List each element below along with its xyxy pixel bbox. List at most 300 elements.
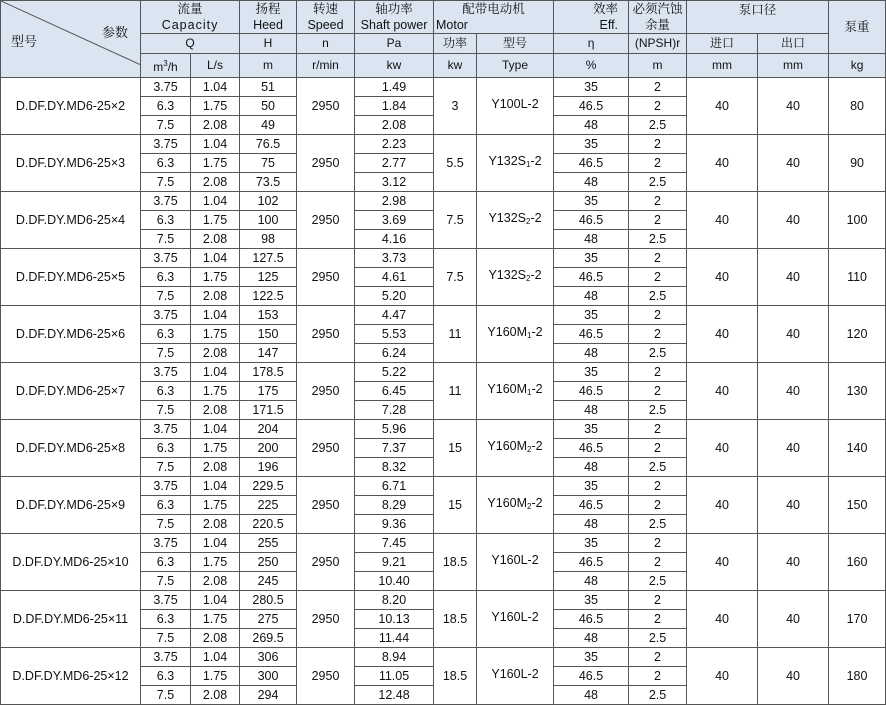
npsh-cell: 2.5	[629, 287, 687, 306]
npsh-cell: 2	[629, 496, 687, 515]
npsh-cell: 2	[629, 363, 687, 382]
flow-m3h-cell: 3.75	[141, 306, 191, 325]
motor-type-cell: $Y160M_1-2$	[477, 363, 554, 420]
weight-unit: kg	[829, 54, 886, 78]
efficiency-cell: 35	[554, 534, 629, 553]
flow-ls-cell: 1.04	[191, 249, 240, 268]
npsh-cell: 2.5	[629, 515, 687, 534]
flow-ls-cell: 2.08	[191, 401, 240, 420]
motor-type-cell: $Y160M_2-2$	[477, 420, 554, 477]
head-symbol: H	[240, 34, 297, 54]
inlet-cell: 40	[687, 420, 758, 477]
shaft-power-cell: 2.77	[355, 154, 434, 173]
header-row-1	[1, 1, 886, 34]
efficiency-cell: 48	[554, 116, 629, 135]
flow-ls-cell: 1.04	[191, 78, 240, 97]
motor-power-cell: 11	[434, 306, 477, 363]
npsh-cell: 2	[629, 97, 687, 116]
efficiency-cell: 46.5	[554, 667, 629, 686]
head-cell: 73.5	[240, 173, 297, 192]
weight-header: 泵重	[829, 1, 886, 54]
model-cell: D.DF.DY.MD6-25×8	[1, 420, 141, 477]
npsh-cell: 2	[629, 192, 687, 211]
flow-ls-cell: 1.75	[191, 382, 240, 401]
flow-header: 流量 Capacity	[141, 1, 240, 34]
head-cell: 200	[240, 439, 297, 458]
weight-cell: 120	[829, 306, 886, 363]
flow-m3h-cell: 3.75	[141, 192, 191, 211]
npsh-cell: 2	[629, 268, 687, 287]
flow-ls-cell: 1.75	[191, 211, 240, 230]
efficiency-cell: 48	[554, 458, 629, 477]
head-cell: 122.5	[240, 287, 297, 306]
flow-m3h-cell: 6.3	[141, 439, 191, 458]
shaft-power-cell: 2.23	[355, 135, 434, 154]
head-cell: 153	[240, 306, 297, 325]
npsh-cell: 2.5	[629, 173, 687, 192]
npsh-cell: 2	[629, 610, 687, 629]
flow-m3h-cell: 3.75	[141, 363, 191, 382]
flow-unit-ls: L/s	[191, 54, 240, 78]
shaft-header: 轴功率 Shaft power	[355, 1, 434, 34]
efficiency-cell: 46.5	[554, 553, 629, 572]
table-row	[1, 363, 886, 382]
efficiency-cell: 46.5	[554, 154, 629, 173]
shaft-power-cell: 1.49	[355, 78, 434, 97]
head-unit: m	[240, 54, 297, 78]
inlet-label: 进口	[687, 34, 758, 54]
shaft-power-cell: 2.98	[355, 192, 434, 211]
shaft-power-cell: 6.24	[355, 344, 434, 363]
model-cell: D.DF.DY.MD6-25×10	[1, 534, 141, 591]
weight-cell: 110	[829, 249, 886, 306]
motor-type-cell: Y160L-2	[477, 534, 554, 591]
npsh-cell: 2.5	[629, 401, 687, 420]
head-cell: 255	[240, 534, 297, 553]
npsh-symbol: (NPSH)r	[629, 34, 687, 54]
head-cell: 76.5	[240, 135, 297, 154]
npsh-cell: 2	[629, 135, 687, 154]
inlet-unit: mm	[687, 54, 758, 78]
table-row	[1, 135, 886, 154]
shaft-power-cell: 4.16	[355, 230, 434, 249]
speed-cell: 2950	[297, 534, 355, 591]
head-cell: 127.5	[240, 249, 297, 268]
speed-cell: 2950	[297, 249, 355, 306]
outlet-unit: mm	[758, 54, 829, 78]
head-cell: 306	[240, 648, 297, 667]
shaft-power-cell: 5.96	[355, 420, 434, 439]
weight-cell: 170	[829, 591, 886, 648]
efficiency-cell: 35	[554, 192, 629, 211]
motor-power-cell: 7.5	[434, 249, 477, 306]
efficiency-cell: 35	[554, 249, 629, 268]
model-label: 型号	[11, 34, 38, 49]
efficiency-cell: 46.5	[554, 211, 629, 230]
flow-ls-cell: 2.08	[191, 344, 240, 363]
flow-ls-cell: 2.08	[191, 230, 240, 249]
outlet-cell: 40	[758, 78, 829, 135]
pump-table-body	[1, 78, 886, 705]
model-param-corner	[1, 1, 141, 78]
flow-ls-cell: 2.08	[191, 572, 240, 591]
flow-ls-cell: 1.04	[191, 363, 240, 382]
shaft-power-cell: 3.12	[355, 173, 434, 192]
head-cell: 147	[240, 344, 297, 363]
flow-m3h-cell: 7.5	[141, 344, 191, 363]
flow-m3h-cell: 6.3	[141, 211, 191, 230]
outlet-cell: 40	[758, 420, 829, 477]
npsh-cell: 2.5	[629, 458, 687, 477]
shaft-symbol: Pa	[355, 34, 434, 54]
weight-cell: 160	[829, 534, 886, 591]
efficiency-cell: 35	[554, 477, 629, 496]
outlet-cell: 40	[758, 135, 829, 192]
flow-m3h-cell: 6.3	[141, 268, 191, 287]
shaft-power-cell: 2.08	[355, 116, 434, 135]
inlet-cell: 40	[687, 477, 758, 534]
head-cell: 98	[240, 230, 297, 249]
motor-power-cell: 15	[434, 420, 477, 477]
npsh-cell: 2	[629, 477, 687, 496]
shaft-power-cell: 1.84	[355, 97, 434, 116]
flow-ls-cell: 1.75	[191, 496, 240, 515]
npsh-cell: 2	[629, 211, 687, 230]
shaft-power-cell: 3.73	[355, 249, 434, 268]
shaft-power-cell: 5.22	[355, 363, 434, 382]
flow-ls-cell: 1.75	[191, 439, 240, 458]
npsh-cell: 2.5	[629, 686, 687, 705]
flow-ls-cell: 2.08	[191, 458, 240, 477]
npsh-cell: 2	[629, 154, 687, 173]
flow-m3h-cell: 7.5	[141, 287, 191, 306]
weight-cell: 100	[829, 192, 886, 249]
npsh-cell: 2	[629, 439, 687, 458]
flow-m3h-cell: 7.5	[141, 572, 191, 591]
model-cell: D.DF.DY.MD6-25×4	[1, 192, 141, 249]
speed-cell: 2950	[297, 477, 355, 534]
npsh-cell: 2.5	[629, 116, 687, 135]
efficiency-cell: 48	[554, 515, 629, 534]
table-row	[1, 591, 886, 610]
efficiency-cell: 35	[554, 591, 629, 610]
flow-m3h-cell: 6.3	[141, 382, 191, 401]
table-row	[1, 249, 886, 268]
weight-cell: 140	[829, 420, 886, 477]
motor-power-cell: 18.5	[434, 591, 477, 648]
npsh-header: 必须汽蚀 余量	[629, 1, 687, 34]
shaft-power-cell: 7.45	[355, 534, 434, 553]
motor-header: 配带电动机 Motor	[434, 1, 554, 34]
flow-m3h-cell: 7.5	[141, 686, 191, 705]
npsh-cell: 2	[629, 306, 687, 325]
flow-ls-cell: 2.08	[191, 686, 240, 705]
inlet-cell: 40	[687, 534, 758, 591]
head-cell: 50	[240, 97, 297, 116]
flow-m3h-cell: 7.5	[141, 173, 191, 192]
flow-ls-cell: 1.75	[191, 667, 240, 686]
flow-m3h-cell: 3.75	[141, 534, 191, 553]
npsh-cell: 2.5	[629, 629, 687, 648]
model-cell: D.DF.DY.MD6-25×9	[1, 477, 141, 534]
head-cell: 275	[240, 610, 297, 629]
speed-cell: 2950	[297, 420, 355, 477]
head-cell: 102	[240, 192, 297, 211]
bore-header: 泵口径	[687, 1, 829, 34]
outlet-label: 出口	[758, 34, 829, 54]
table-row	[1, 78, 886, 97]
flow-m3h-cell: 3.75	[141, 78, 191, 97]
head-cell: 225	[240, 496, 297, 515]
npsh-cell: 2.5	[629, 344, 687, 363]
outlet-cell: 40	[758, 477, 829, 534]
efficiency-cell: 48	[554, 686, 629, 705]
motor-power-cell: 18.5	[434, 648, 477, 705]
motor-type-cell: Y160L-2	[477, 648, 554, 705]
efficiency-cell: 46.5	[554, 382, 629, 401]
motor-power-cell: 15	[434, 477, 477, 534]
flow-ls-cell: 1.75	[191, 610, 240, 629]
shaft-power-cell: 7.28	[355, 401, 434, 420]
inlet-cell: 40	[687, 78, 758, 135]
flow-ls-cell: 1.04	[191, 192, 240, 211]
motor-type-cell: $Y132S_1-2$	[477, 135, 554, 192]
flow-m3h-cell: 3.75	[141, 591, 191, 610]
shaft-power-cell: 8.20	[355, 591, 434, 610]
flow-ls-cell: 1.04	[191, 420, 240, 439]
head-cell: 220.5	[240, 515, 297, 534]
inlet-cell: 40	[687, 249, 758, 306]
head-cell: 175	[240, 382, 297, 401]
efficiency-cell: 48	[554, 572, 629, 591]
outlet-cell: 40	[758, 648, 829, 705]
motor-power-cell: 5.5	[434, 135, 477, 192]
outlet-cell: 40	[758, 306, 829, 363]
npsh-cell: 2.5	[629, 230, 687, 249]
outlet-cell: 40	[758, 192, 829, 249]
table-row	[1, 192, 886, 211]
flow-m3h-cell: 3.75	[141, 477, 191, 496]
table-row	[1, 648, 886, 667]
flow-m3h-cell: 3.75	[141, 648, 191, 667]
motor-type-cell: Y100L-2	[477, 78, 554, 135]
speed-cell: 2950	[297, 648, 355, 705]
shaft-power-cell: 11.44	[355, 629, 434, 648]
speed-unit: r/min	[297, 54, 355, 78]
motor-type-cell: $Y160M_1-2$	[477, 306, 554, 363]
weight-cell: 130	[829, 363, 886, 420]
head-cell: 51	[240, 78, 297, 97]
speed-cell: 2950	[297, 306, 355, 363]
efficiency-cell: 48	[554, 287, 629, 306]
motor-type-en: Type	[477, 54, 554, 78]
flow-ls-cell: 2.08	[191, 116, 240, 135]
shaft-power-cell: 3.69	[355, 211, 434, 230]
flow-m3h-cell: 6.3	[141, 667, 191, 686]
efficiency-cell: 46.5	[554, 97, 629, 116]
speed-cell: 2950	[297, 78, 355, 135]
inlet-cell: 40	[687, 135, 758, 192]
head-cell: 300	[240, 667, 297, 686]
speed-cell: 2950	[297, 363, 355, 420]
head-cell: 100	[240, 211, 297, 230]
flow-ls-cell: 1.04	[191, 534, 240, 553]
model-cell: D.DF.DY.MD6-25×5	[1, 249, 141, 306]
efficiency-cell: 35	[554, 648, 629, 667]
flow-ls-cell: 2.08	[191, 629, 240, 648]
head-header: 扬程 Heed	[240, 1, 297, 34]
flow-m3h-cell: 6.3	[141, 553, 191, 572]
head-cell: 294	[240, 686, 297, 705]
shaft-power-cell: 6.45	[355, 382, 434, 401]
outlet-cell: 40	[758, 591, 829, 648]
head-cell: 280.5	[240, 591, 297, 610]
shaft-power-cell: 4.47	[355, 306, 434, 325]
head-cell: 178.5	[240, 363, 297, 382]
model-cell: D.DF.DY.MD6-25×7	[1, 363, 141, 420]
motor-power-cell: 11	[434, 363, 477, 420]
head-cell: 171.5	[240, 401, 297, 420]
npsh-cell: 2	[629, 534, 687, 553]
motor-type-cell: Y160L-2	[477, 591, 554, 648]
inlet-cell: 40	[687, 306, 758, 363]
flow-ls-cell: 1.04	[191, 135, 240, 154]
shaft-power-cell: 7.37	[355, 439, 434, 458]
flow-ls-cell: 2.08	[191, 287, 240, 306]
flow-m3h-cell: 7.5	[141, 230, 191, 249]
model-cell: D.DF.DY.MD6-25×3	[1, 135, 141, 192]
motor-power-cell: 18.5	[434, 534, 477, 591]
eff-symbol: η	[554, 34, 629, 54]
npsh-unit: m	[629, 54, 687, 78]
efficiency-cell: 48	[554, 173, 629, 192]
efficiency-cell: 48	[554, 401, 629, 420]
flow-m3h-cell: 6.3	[141, 154, 191, 173]
flow-m3h-cell: 7.5	[141, 116, 191, 135]
efficiency-cell: 46.5	[554, 439, 629, 458]
speed-cell: 2950	[297, 591, 355, 648]
flow-m3h-cell: 6.3	[141, 325, 191, 344]
flow-ls-cell: 1.75	[191, 154, 240, 173]
efficiency-cell: 46.5	[554, 325, 629, 344]
speed-symbol: n	[297, 34, 355, 54]
flow-m3h-cell: 7.5	[141, 629, 191, 648]
flow-m3h-cell: 3.75	[141, 135, 191, 154]
speed-cell: 2950	[297, 135, 355, 192]
eff-header: 效率 Eff.	[554, 1, 629, 34]
eff-unit: %	[554, 54, 629, 78]
flow-ls-cell: 1.04	[191, 477, 240, 496]
model-cell: D.DF.DY.MD6-25×6	[1, 306, 141, 363]
npsh-cell: 2	[629, 648, 687, 667]
shaft-power-cell: 9.21	[355, 553, 434, 572]
efficiency-cell: 48	[554, 629, 629, 648]
npsh-cell: 2	[629, 420, 687, 439]
flow-m3h-cell: 6.3	[141, 610, 191, 629]
npsh-cell: 2	[629, 667, 687, 686]
flow-ls-cell: 1.04	[191, 648, 240, 667]
head-cell: 229.5	[240, 477, 297, 496]
efficiency-cell: 35	[554, 135, 629, 154]
shaft-power-cell: 12.48	[355, 686, 434, 705]
shaft-power-cell: 10.40	[355, 572, 434, 591]
inlet-cell: 40	[687, 591, 758, 648]
flow-unit-m3h: $m^3/h$	[141, 54, 191, 78]
head-cell: 250	[240, 553, 297, 572]
model-cell: D.DF.DY.MD6-25×11	[1, 591, 141, 648]
motor-type-label: 型号	[477, 34, 554, 54]
motor-type-cell: $Y132S_2-2$	[477, 249, 554, 306]
efficiency-cell: 35	[554, 306, 629, 325]
efficiency-cell: 46.5	[554, 610, 629, 629]
npsh-cell: 2.5	[629, 572, 687, 591]
model-cell: D.DF.DY.MD6-25×2	[1, 78, 141, 135]
flow-ls-cell: 1.75	[191, 553, 240, 572]
flow-ls-cell: 1.75	[191, 97, 240, 116]
efficiency-cell: 35	[554, 78, 629, 97]
shaft-power-cell: 6.71	[355, 477, 434, 496]
inlet-cell: 40	[687, 192, 758, 249]
flow-ls-cell: 2.08	[191, 173, 240, 192]
weight-cell: 90	[829, 135, 886, 192]
speed-cell: 2950	[297, 192, 355, 249]
head-cell: 75	[240, 154, 297, 173]
flow-m3h-cell: 7.5	[141, 458, 191, 477]
shaft-unit: kw	[355, 54, 434, 78]
flow-ls-cell: 1.04	[191, 591, 240, 610]
table-row	[1, 477, 886, 496]
inlet-cell: 40	[687, 363, 758, 420]
efficiency-cell: 46.5	[554, 268, 629, 287]
flow-m3h-cell: 3.75	[141, 420, 191, 439]
shaft-power-cell: 4.61	[355, 268, 434, 287]
shaft-power-cell: 5.20	[355, 287, 434, 306]
flow-m3h-cell: 7.5	[141, 401, 191, 420]
efficiency-cell: 35	[554, 363, 629, 382]
head-cell: 196	[240, 458, 297, 477]
efficiency-cell: 48	[554, 344, 629, 363]
npsh-cell: 2	[629, 325, 687, 344]
weight-cell: 80	[829, 78, 886, 135]
flow-ls-cell: 2.08	[191, 515, 240, 534]
flow-ls-cell: 1.04	[191, 306, 240, 325]
head-cell: 204	[240, 420, 297, 439]
efficiency-cell: 35	[554, 420, 629, 439]
flow-ls-cell: 1.75	[191, 268, 240, 287]
head-cell: 125	[240, 268, 297, 287]
head-cell: 245	[240, 572, 297, 591]
head-cell: 269.5	[240, 629, 297, 648]
model-cell: D.DF.DY.MD6-25×12	[1, 648, 141, 705]
outlet-cell: 40	[758, 363, 829, 420]
flow-m3h-cell: 6.3	[141, 97, 191, 116]
table-row	[1, 534, 886, 553]
npsh-cell: 2	[629, 249, 687, 268]
motor-power-cell: 7.5	[434, 192, 477, 249]
motor-power-label: 功率	[434, 34, 477, 54]
outlet-cell: 40	[758, 534, 829, 591]
npsh-cell: 2	[629, 591, 687, 610]
head-cell: 150	[240, 325, 297, 344]
npsh-cell: 2	[629, 382, 687, 401]
param-label: 参数	[101, 25, 128, 40]
shaft-power-cell: 8.32	[355, 458, 434, 477]
shaft-power-cell: 8.94	[355, 648, 434, 667]
table-row	[1, 306, 886, 325]
speed-header: 转速 Speed	[297, 1, 355, 34]
weight-cell: 180	[829, 648, 886, 705]
efficiency-cell: 48	[554, 230, 629, 249]
